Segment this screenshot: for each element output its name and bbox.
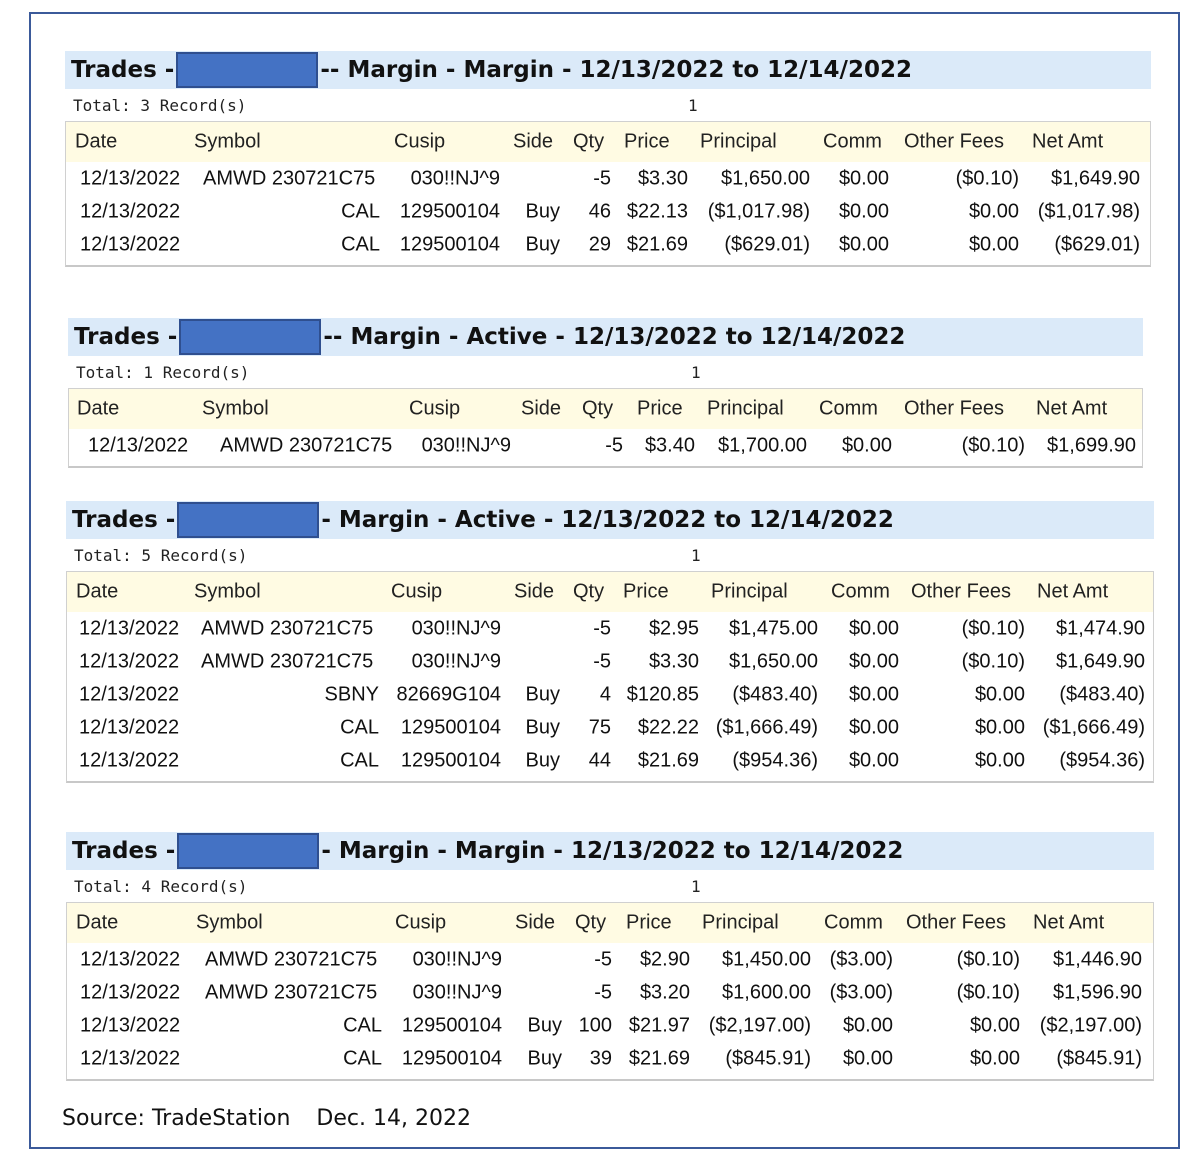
cell-cusip: 129500104 bbox=[400, 716, 501, 738]
column-header-cusip: Cusip bbox=[395, 911, 447, 934]
cell-principal: ($483.40) bbox=[732, 683, 818, 705]
column-header-symbol: Symbol bbox=[196, 911, 263, 934]
cell-net-amt: ($1,017.98) bbox=[1037, 200, 1140, 222]
column-header-symbol: Symbol bbox=[202, 397, 269, 420]
cell-other-fees: ($0.10) bbox=[956, 948, 1020, 970]
cell-comm: $0.00 bbox=[848, 749, 899, 771]
column-header-side: Side bbox=[514, 580, 555, 603]
table-row bbox=[66, 162, 1150, 195]
page-number: 1 bbox=[691, 363, 701, 382]
cell-qty: -5 bbox=[594, 981, 612, 1003]
cell-cusip: 030!!NJ^9 bbox=[412, 948, 502, 970]
redacted-account-block bbox=[177, 502, 319, 538]
cell-symbol: CAL bbox=[341, 233, 380, 255]
total-records: Total: 4 Record(s) bbox=[74, 876, 248, 896]
cell-symbol: AMWD 230721C75 bbox=[205, 948, 378, 970]
trades-table bbox=[68, 388, 1143, 468]
cell-comm: $0.00 bbox=[841, 434, 892, 456]
cell-qty: 29 bbox=[588, 233, 611, 255]
column-header-principal: Principal bbox=[711, 580, 788, 603]
cell-principal: ($845.91) bbox=[725, 1047, 811, 1069]
cell-net-amt: ($1,666.49) bbox=[1042, 716, 1145, 738]
section-title bbox=[68, 318, 1143, 356]
cell-net-amt: ($629.01) bbox=[1054, 233, 1140, 255]
column-header-side: Side bbox=[515, 911, 556, 934]
column-header-price: Price bbox=[637, 397, 683, 420]
cell-net-amt: $1,649.90 bbox=[1051, 167, 1140, 189]
cell-comm: $0.00 bbox=[848, 617, 899, 639]
table-bottom-padding bbox=[66, 261, 1150, 265]
column-header-comm: Comm bbox=[819, 397, 878, 420]
column-header-net-amt: Net Amt bbox=[1032, 130, 1104, 153]
table-bottom-padding bbox=[67, 1075, 1153, 1079]
cell-date: 12/13/2022 bbox=[79, 617, 180, 639]
column-header-date: Date bbox=[76, 580, 119, 603]
title-suffix: - Margin - Active - 12/13/2022 to 12/14/2022 bbox=[321, 507, 894, 533]
column-header-comm: Comm bbox=[823, 130, 882, 153]
table-row bbox=[67, 976, 1153, 1009]
cell-principal: ($2,197.00) bbox=[708, 1014, 811, 1036]
cell-other-fees: $0.00 bbox=[969, 1014, 1020, 1036]
cell-symbol: CAL bbox=[343, 1047, 382, 1069]
cell-symbol: CAL bbox=[340, 716, 379, 738]
column-header-cusip: Cusip bbox=[394, 130, 446, 153]
cell-principal: $1,700.00 bbox=[718, 434, 807, 456]
cell-price: $3.30 bbox=[637, 167, 688, 189]
cell-price: $22.22 bbox=[637, 716, 699, 738]
cell-other-fees: ($0.10) bbox=[955, 167, 1019, 189]
cell-other-fees: $0.00 bbox=[968, 200, 1019, 222]
cell-side: Buy bbox=[527, 1014, 562, 1036]
cell-net-amt: $1,596.90 bbox=[1053, 981, 1142, 1003]
cell-qty: 39 bbox=[589, 1047, 612, 1069]
cell-qty: 46 bbox=[588, 200, 611, 222]
cell-other-fees: ($0.10) bbox=[961, 434, 1025, 456]
cell-cusip: 82669G104 bbox=[396, 683, 501, 705]
column-header-comm: Comm bbox=[824, 911, 883, 934]
cell-net-amt: $1,649.90 bbox=[1056, 650, 1145, 672]
column-header-comm: Comm bbox=[831, 580, 890, 603]
table-row bbox=[66, 195, 1150, 228]
source-caption bbox=[62, 1106, 471, 1131]
cell-price: $21.69 bbox=[628, 1047, 690, 1069]
cell-qty: 75 bbox=[588, 716, 611, 738]
column-header-side: Side bbox=[521, 397, 562, 420]
trades-table bbox=[66, 902, 1154, 1081]
table-row bbox=[67, 678, 1153, 711]
column-header-date: Date bbox=[76, 911, 119, 934]
cell-price: $21.69 bbox=[637, 749, 699, 771]
cell-date: 12/13/2022 bbox=[80, 167, 181, 189]
cell-cusip: 129500104 bbox=[399, 233, 500, 255]
cell-date: 12/13/2022 bbox=[80, 200, 181, 222]
source-date: Dec. 14, 2022 bbox=[316, 1106, 471, 1131]
table-header bbox=[69, 389, 1142, 429]
title-prefix: Trades - bbox=[72, 507, 176, 533]
cell-comm: $0.00 bbox=[842, 1014, 893, 1036]
cell-price: $3.40 bbox=[644, 434, 695, 456]
column-header-date: Date bbox=[75, 130, 118, 153]
table-row bbox=[67, 1009, 1153, 1042]
table-row bbox=[69, 429, 1142, 462]
table-header bbox=[67, 572, 1153, 612]
column-header-date: Date bbox=[77, 397, 120, 420]
cell-net-amt: ($2,197.00) bbox=[1039, 1014, 1142, 1036]
cell-cusip: 030!!NJ^9 bbox=[411, 650, 501, 672]
table-row bbox=[67, 943, 1153, 976]
trades-section-1 bbox=[65, 51, 1151, 267]
title-suffix: -- Margin - Margin - 12/13/2022 to 12/14/2022 bbox=[320, 57, 912, 83]
cell-qty: 100 bbox=[578, 1014, 612, 1036]
cell-symbol: CAL bbox=[340, 749, 379, 771]
cell-principal: $1,650.00 bbox=[721, 167, 810, 189]
title-prefix: Trades - bbox=[74, 324, 178, 350]
page-number: 1 bbox=[688, 96, 698, 115]
column-header-symbol: Symbol bbox=[194, 130, 261, 153]
cell-symbol: AMWD 230721C75 bbox=[201, 650, 374, 672]
cell-cusip: 030!!NJ^9 bbox=[411, 617, 501, 639]
trades-section-2 bbox=[68, 318, 1143, 468]
cell-principal: $1,600.00 bbox=[722, 981, 811, 1003]
trades-section-3 bbox=[66, 501, 1154, 783]
column-header-cusip: Cusip bbox=[391, 580, 443, 603]
cell-date: 12/13/2022 bbox=[80, 1014, 181, 1036]
cell-qty: -5 bbox=[593, 650, 611, 672]
cell-net-amt: $1,446.90 bbox=[1053, 948, 1142, 970]
page-number: 1 bbox=[691, 546, 701, 565]
cell-date: 12/13/2022 bbox=[80, 1047, 181, 1069]
cell-cusip: 030!!NJ^9 bbox=[412, 981, 502, 1003]
table-row bbox=[67, 711, 1153, 744]
section-title bbox=[66, 501, 1154, 539]
cell-price: $21.69 bbox=[626, 233, 688, 255]
trades-table bbox=[66, 571, 1154, 783]
cell-qty: -5 bbox=[605, 434, 623, 456]
column-header-price: Price bbox=[624, 130, 670, 153]
cell-comm: $0.00 bbox=[848, 716, 899, 738]
page-number: 1 bbox=[691, 877, 701, 896]
cell-symbol: AMWD 230721C75 bbox=[203, 167, 376, 189]
redacted-account-block bbox=[177, 833, 319, 869]
cell-comm: $0.00 bbox=[838, 167, 889, 189]
cell-comm: ($3.00) bbox=[829, 948, 893, 970]
cell-side: Buy bbox=[525, 233, 560, 255]
cell-price: $2.90 bbox=[639, 948, 690, 970]
cell-net-amt: $1,699.90 bbox=[1047, 434, 1136, 456]
title-suffix: - Margin - Margin - 12/13/2022 to 12/14/2022 bbox=[321, 838, 904, 864]
column-header-principal: Principal bbox=[707, 397, 784, 420]
total-records: Total: 3 Record(s) bbox=[73, 95, 247, 115]
cell-symbol: AMWD 230721C75 bbox=[201, 617, 374, 639]
cell-other-fees: $0.00 bbox=[969, 1047, 1020, 1069]
cell-cusip: 129500104 bbox=[401, 1014, 502, 1036]
table-bottom-padding bbox=[69, 462, 1142, 466]
cell-cusip: 129500104 bbox=[400, 749, 501, 771]
cell-principal: ($1,017.98) bbox=[707, 200, 810, 222]
cell-comm: $0.00 bbox=[838, 233, 889, 255]
cell-price: $21.97 bbox=[628, 1014, 690, 1036]
cell-symbol: CAL bbox=[341, 200, 380, 222]
cell-qty: 44 bbox=[588, 749, 611, 771]
table-row bbox=[67, 1042, 1153, 1075]
section-title bbox=[66, 832, 1154, 870]
table-row bbox=[67, 612, 1153, 645]
cell-price: $22.13 bbox=[626, 200, 688, 222]
column-header-qty: Qty bbox=[573, 130, 605, 153]
cell-other-fees: ($0.10) bbox=[956, 981, 1020, 1003]
cell-principal: $1,650.00 bbox=[729, 650, 818, 672]
cell-other-fees: ($0.10) bbox=[961, 617, 1025, 639]
cell-comm: $0.00 bbox=[838, 200, 889, 222]
cell-date: 12/13/2022 bbox=[79, 683, 180, 705]
cell-net-amt: ($954.36) bbox=[1059, 749, 1145, 771]
total-records-row bbox=[65, 89, 1151, 121]
cell-cusip: 030!!NJ^9 bbox=[410, 167, 500, 189]
cell-symbol: AMWD 230721C75 bbox=[205, 981, 378, 1003]
cell-comm: $0.00 bbox=[842, 1047, 893, 1069]
cell-date: 12/13/2022 bbox=[79, 749, 180, 771]
cell-date: 12/13/2022 bbox=[80, 981, 181, 1003]
column-header-symbol: Symbol bbox=[194, 580, 261, 603]
table-row bbox=[67, 645, 1153, 678]
total-records-row bbox=[68, 356, 1143, 388]
cell-net-amt: ($845.91) bbox=[1056, 1047, 1142, 1069]
cell-side: Buy bbox=[525, 200, 560, 222]
cell-comm: $0.00 bbox=[848, 650, 899, 672]
column-header-other-fees: Other Fees bbox=[911, 580, 1012, 603]
cell-other-fees: $0.00 bbox=[968, 233, 1019, 255]
column-header-cusip: Cusip bbox=[409, 397, 461, 420]
table-row bbox=[66, 228, 1150, 261]
cell-comm: $0.00 bbox=[848, 683, 899, 705]
cell-qty: -5 bbox=[593, 167, 611, 189]
cell-other-fees: ($0.10) bbox=[961, 650, 1025, 672]
column-header-qty: Qty bbox=[575, 911, 607, 934]
total-records: Total: 1 Record(s) bbox=[76, 362, 250, 382]
column-header-price: Price bbox=[626, 911, 672, 934]
column-header-net-amt: Net Amt bbox=[1033, 911, 1105, 934]
cell-comm: ($3.00) bbox=[829, 981, 893, 1003]
title-prefix: Trades - bbox=[71, 57, 175, 83]
cell-date: 12/13/2022 bbox=[80, 233, 181, 255]
cell-other-fees: $0.00 bbox=[974, 749, 1025, 771]
column-header-other-fees: Other Fees bbox=[906, 911, 1007, 934]
cell-principal: $1,450.00 bbox=[722, 948, 811, 970]
cell-side: Buy bbox=[525, 683, 560, 705]
table-row bbox=[67, 744, 1153, 777]
section-title bbox=[65, 51, 1151, 89]
column-header-principal: Principal bbox=[700, 130, 777, 153]
table-bottom-padding bbox=[67, 777, 1153, 781]
cell-price: $120.85 bbox=[626, 683, 699, 705]
cell-price: $3.30 bbox=[648, 650, 699, 672]
table-header bbox=[67, 903, 1153, 943]
cell-price: $2.95 bbox=[648, 617, 699, 639]
total-records-row bbox=[66, 539, 1154, 571]
title-prefix: Trades - bbox=[72, 838, 176, 864]
table-header bbox=[66, 122, 1150, 162]
total-records-row bbox=[66, 870, 1154, 902]
source-label: Source: TradeStation bbox=[62, 1106, 291, 1131]
cell-symbol: SBNY bbox=[324, 683, 379, 705]
column-header-price: Price bbox=[623, 580, 669, 603]
column-header-other-fees: Other Fees bbox=[904, 397, 1005, 420]
cell-symbol: CAL bbox=[343, 1014, 382, 1036]
cell-symbol: AMWD 230721C75 bbox=[220, 434, 393, 456]
cell-principal: ($954.36) bbox=[732, 749, 818, 771]
cell-net-amt: ($483.40) bbox=[1059, 683, 1145, 705]
redacted-account-block bbox=[179, 319, 321, 355]
trades-section-4 bbox=[66, 832, 1154, 1081]
trades-table bbox=[65, 121, 1151, 267]
cell-qty: 4 bbox=[599, 683, 611, 705]
redacted-account-block bbox=[176, 52, 318, 88]
column-header-net-amt: Net Amt bbox=[1036, 397, 1108, 420]
cell-price: $3.20 bbox=[639, 981, 690, 1003]
column-header-qty: Qty bbox=[582, 397, 614, 420]
cell-principal: $1,475.00 bbox=[729, 617, 818, 639]
cell-qty: -5 bbox=[593, 617, 611, 639]
cell-date: 12/13/2022 bbox=[79, 650, 180, 672]
column-header-other-fees: Other Fees bbox=[904, 130, 1005, 153]
cell-date: 12/13/2022 bbox=[79, 716, 180, 738]
cell-qty: -5 bbox=[594, 948, 612, 970]
cell-principal: ($1,666.49) bbox=[715, 716, 818, 738]
cell-side: Buy bbox=[525, 749, 560, 771]
cell-cusip: 129500104 bbox=[401, 1047, 502, 1069]
cell-cusip: 129500104 bbox=[399, 200, 500, 222]
cell-date: 12/13/2022 bbox=[80, 948, 181, 970]
cell-other-fees: $0.00 bbox=[974, 683, 1025, 705]
column-header-side: Side bbox=[513, 130, 554, 153]
column-header-qty: Qty bbox=[573, 580, 605, 603]
cell-side: Buy bbox=[525, 716, 560, 738]
title-suffix: -- Margin - Active - 12/13/2022 to 12/14/2022 bbox=[323, 324, 906, 350]
cell-date: 12/13/2022 bbox=[88, 434, 189, 456]
column-header-net-amt: Net Amt bbox=[1037, 580, 1109, 603]
cell-other-fees: $0.00 bbox=[974, 716, 1025, 738]
cell-cusip: 030!!NJ^9 bbox=[421, 434, 511, 456]
cell-principal: ($629.01) bbox=[724, 233, 810, 255]
total-records: Total: 5 Record(s) bbox=[74, 545, 248, 565]
cell-net-amt: $1,474.90 bbox=[1056, 617, 1145, 639]
cell-side: Buy bbox=[527, 1047, 562, 1069]
column-header-principal: Principal bbox=[702, 911, 779, 934]
